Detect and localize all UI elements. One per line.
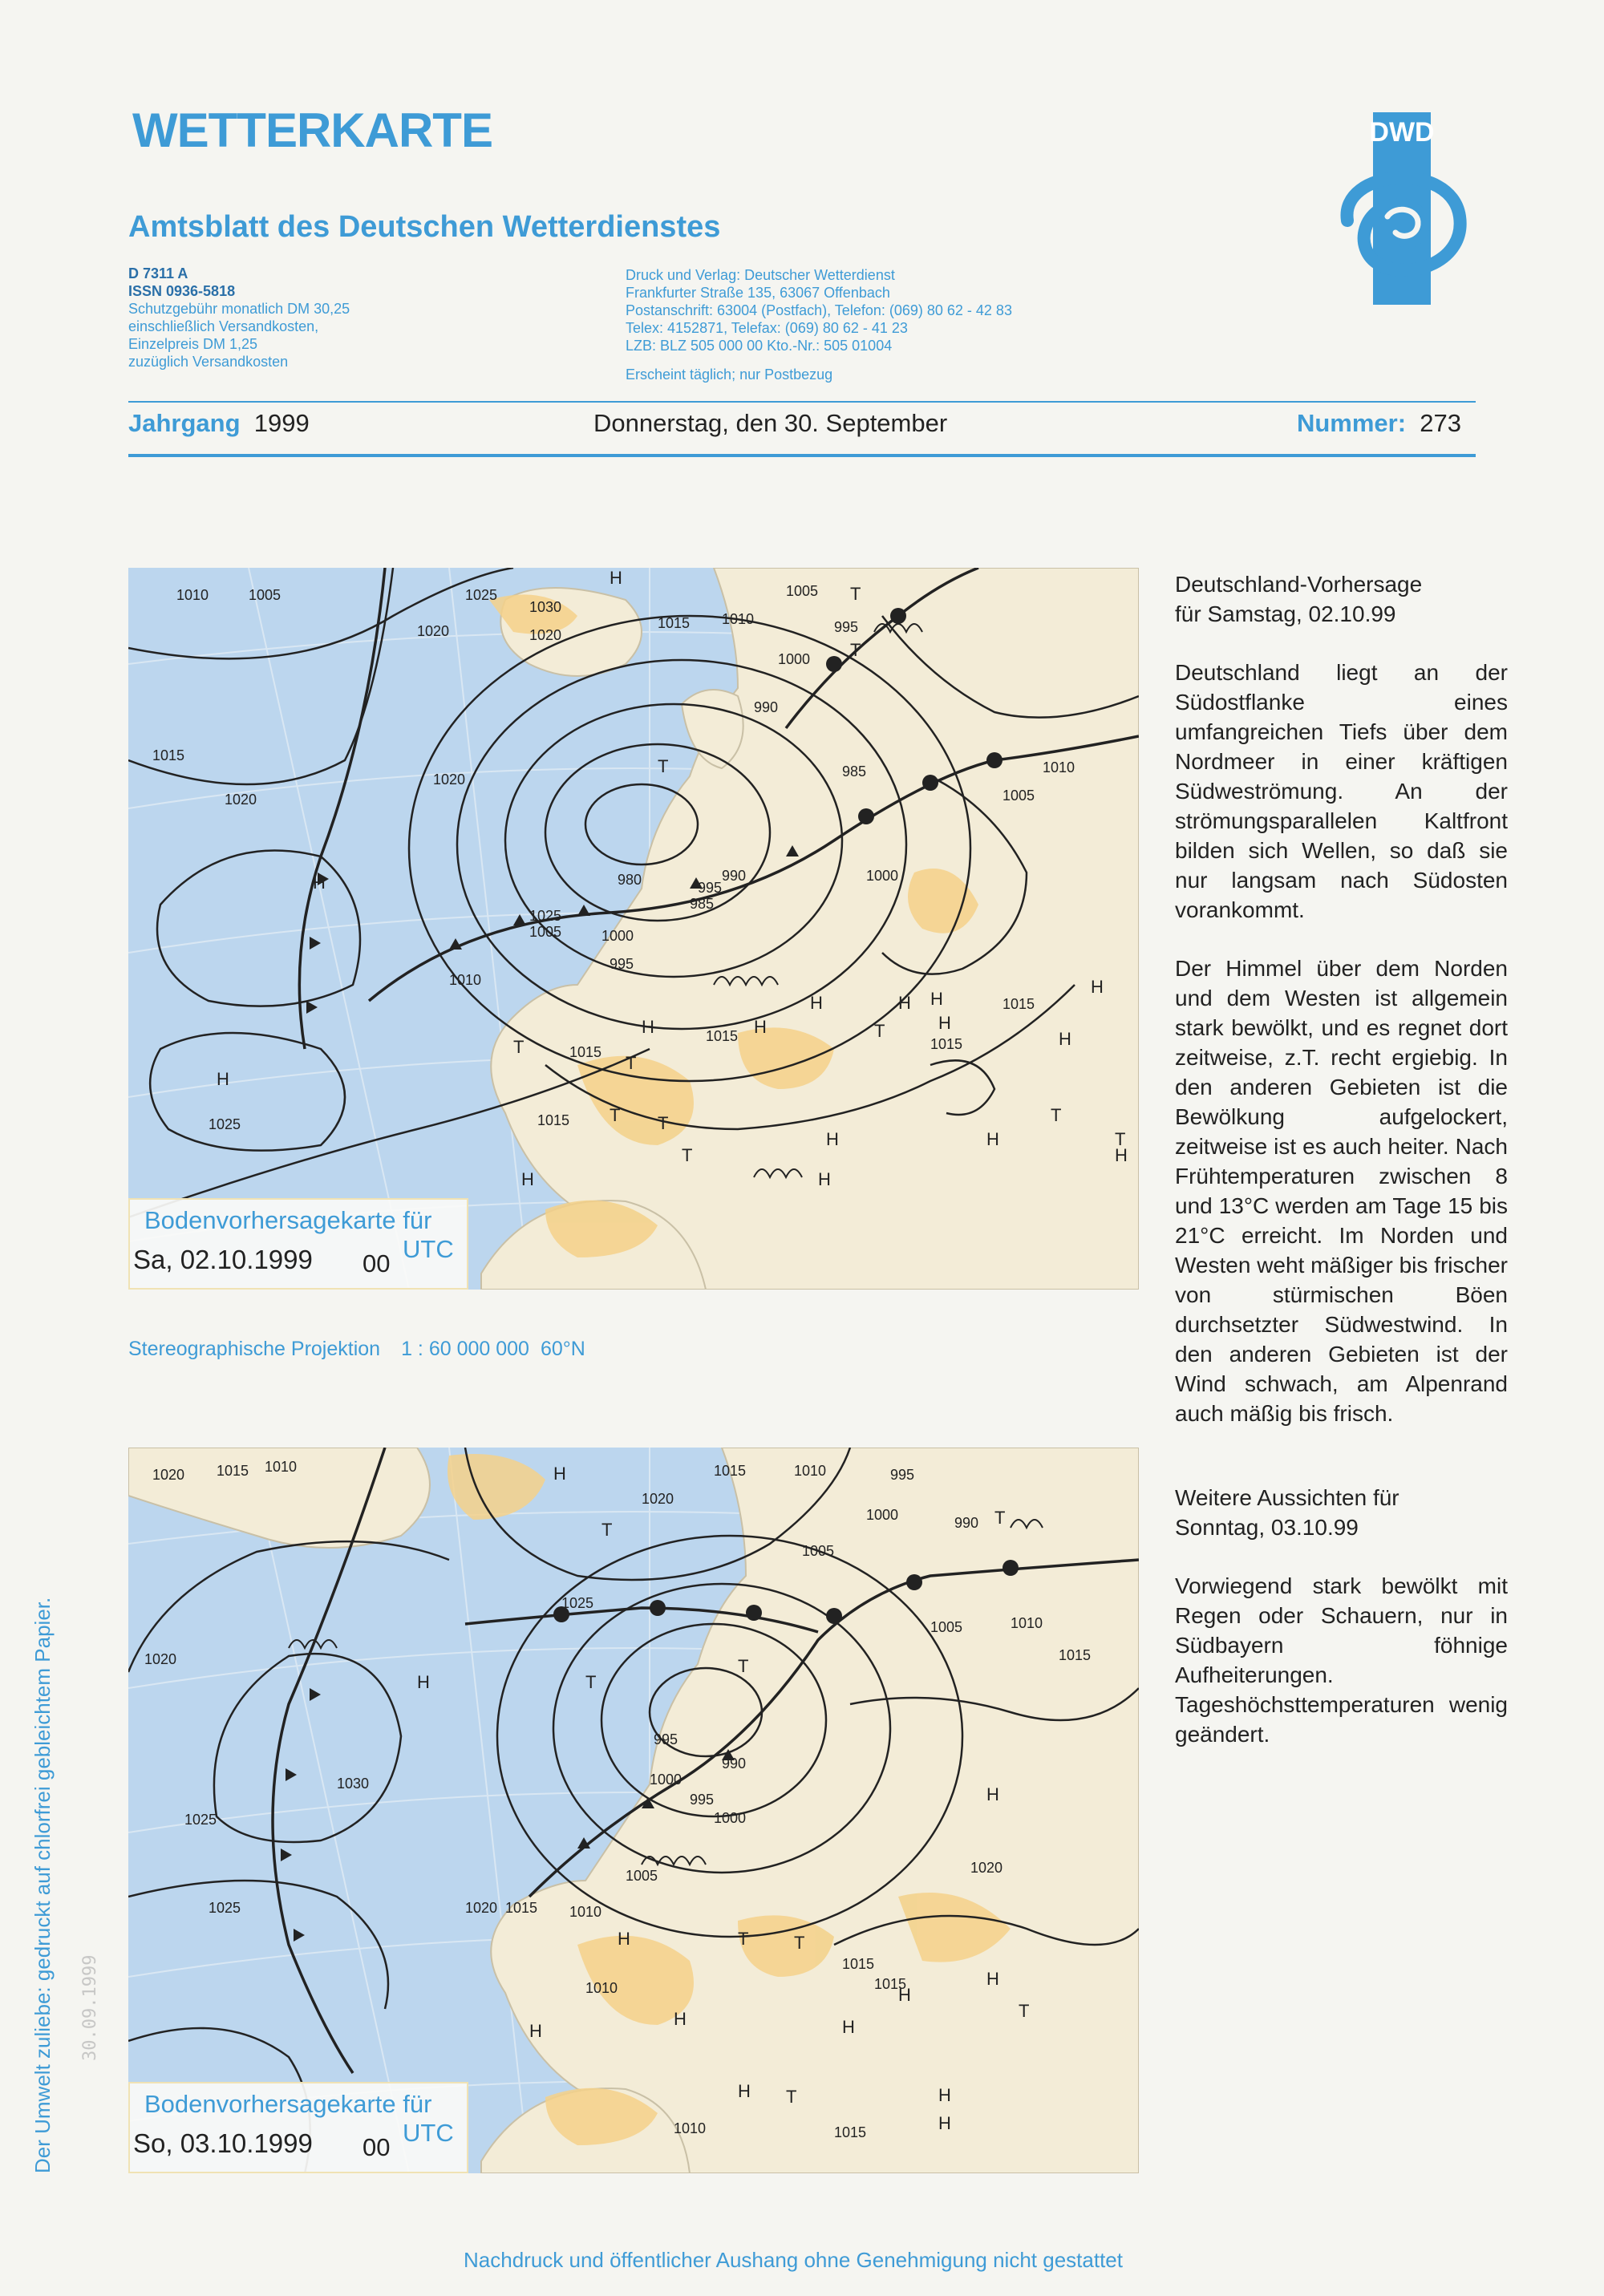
projection-latitude: 60°N [540,1338,585,1360]
high-pressure-label: H [986,1784,999,1804]
map-caption-utc: UTC [403,2119,454,2147]
forecast-paragraph: Der Himmel über dem Norden und dem Westen ist allgemein stark bewölkt, und es regnet dort zeitweise, z.T. recht ergiebig. In den anderen Gebieten ist die Bewölkung aufgelockert, zeitweise ist es auch heiter. Nach Frühtemperaturen zwischen 8 und 13°C werden am Tage 15 bis 21°C erreicht. Im Norden und Westen weht mäßiger bis frischer von stürmischen Böen durchsetzter Südwestwind. In den anderen Gebieten ist der Wind schwach, am Alpenrand auch mäßig bis frisch. [1175,956,1508,1426]
low-pressure-label: T [585,1672,597,1692]
isobar-label: 1030 [529,599,562,615]
high-pressure-label: H [738,2081,751,2101]
isobar-label: 995 [890,1467,915,1483]
issn: ISSN 0936-5818 [128,283,236,299]
year-label: Jahrgang [128,409,241,437]
isobar-label: 1020 [642,1491,674,1507]
fee-line: Schutzgebühr monatlich DM 30,25 [128,301,350,317]
isobar-label: 1020 [529,627,562,643]
isobar-label: 1005 [930,1619,963,1635]
high-pressure-label: H [642,1017,654,1037]
subtitle: Amtsblatt des Deutschen Wetterdienstes [128,210,721,244]
isobar-label: 985 [842,763,867,780]
high-pressure-label: H [938,2085,951,2105]
high-pressure-label: H [529,2021,542,2041]
forecast-paragraph: Deutschland liegt an der Südostflanke eines umfangreichen Tiefs über dem Nordmeer in einer kräftigen Südweströmung. An der strömungsparallelen Kaltfront bilden sich Wellen, so daß sie nur langsam nach Südosten vorankommt. [1175,660,1508,922]
isobar-label: 1015 [1059,1647,1092,1663]
isobar-label: 990 [722,868,747,884]
isobar-label: 990 [954,1515,979,1531]
isobar-label: 1000 [650,1772,683,1788]
low-pressure-label: T [850,640,861,660]
low-pressure-label: T [794,1933,805,1953]
publisher-line: Druck und Verlag: Deutscher Wetterdienst [626,267,895,283]
publisher-line: Frankfurter Straße 135, 63067 Offenbach [626,285,890,301]
number-label: Nummer: [1296,409,1407,437]
high-pressure-label: H [674,2009,687,2029]
isobar-label: 1010 [722,611,755,627]
high-pressure-label: H [1115,1145,1128,1165]
high-pressure-label: H [986,1969,999,1989]
fee-line: Einzelpreis DM 1,25 [128,336,258,352]
isobar-label: 1000 [714,1810,747,1826]
isobar-label: 1005 [626,1868,658,1884]
divider [128,454,1476,457]
isobar-label: 1005 [529,924,562,940]
low-pressure-label: T [513,1037,525,1057]
map-caption-title: Bodenvorhersagekarte für [144,2090,432,2118]
isobar-label: 1030 [337,1776,370,1792]
isobar-label: 980 [618,872,642,888]
issue-bar [128,409,1476,447]
isobar-label: 1015 [569,1044,602,1060]
high-pressure-label: H [553,1464,566,1484]
map-caption-hour: 00 [363,1249,391,1278]
high-pressure-label: H [986,1129,999,1149]
isobar-label: 1010 [1043,759,1075,775]
low-pressure-label: T [626,1053,637,1073]
publisher-line: LZB: BLZ 505 000 00 Kto.-Nr.: 505 01004 [626,338,893,354]
isobar-label: 1015 [842,1956,875,1972]
high-pressure-label: H [818,1169,831,1189]
isobar-label: 1010 [585,1980,618,1996]
isobar-label: 995 [690,1792,715,1808]
map-caption-hour: 00 [363,2133,391,2161]
high-pressure-label: H [754,1017,767,1037]
isobar-label: 1020 [225,792,257,808]
isobar-label: 1020 [144,1651,177,1667]
postal-code: D 7311 A [128,265,188,281]
low-pressure-label: T [610,1105,621,1125]
isobar-label: 1015 [505,1900,538,1916]
divider [128,401,1476,403]
map-graphic [128,1448,1139,2173]
isobar-label: 1010 [794,1463,827,1479]
isobar-label: 1025 [561,1595,594,1611]
low-pressure-label: T [1115,1129,1126,1149]
year: 1999 [253,409,310,437]
outlook-paragraph: Vorwiegend stark bewölkt mit Regen oder Schauern, nur in Südbayern föhnige Aufheiterungen. Tageshöchsttemperaturen wenig geändert. [1175,1573,1508,1747]
isobar-label: 1010 [449,972,482,988]
low-pressure-label: T [786,2087,797,2107]
isobar-label: 1010 [674,2120,707,2136]
low-pressure-label: T [738,1929,749,1949]
page-title: WETTERKARTE [132,103,492,157]
schedule: Erscheint täglich; nur Postbezug [626,366,833,383]
isobar-label: 1015 [930,1036,963,1052]
high-pressure-label: H [313,873,326,893]
dwd-logo [1315,112,1476,313]
high-pressure-label: H [610,568,622,588]
isobar-label: 1020 [970,1860,1003,1876]
outlook-heading: Sonntag, 03.10.99 [1175,1515,1359,1540]
high-pressure-label: H [217,1069,229,1089]
high-pressure-label: H [1091,977,1104,997]
high-pressure-label: H [930,989,943,1009]
high-pressure-label: H [938,1013,951,1033]
isobar-label: 1015 [706,1028,739,1044]
isobar-label: 1000 [866,1507,899,1523]
forecast-map-saturday [128,568,1139,1290]
isobar-label: 1020 [465,1900,498,1916]
publisher-info [626,266,1203,383]
high-pressure-label: H [417,1672,430,1692]
isobar-label: 1005 [802,1543,835,1559]
issue-date: Donnerstag, den 30. September [593,409,948,437]
high-pressure-label: H [826,1129,839,1149]
low-pressure-label: T [658,1113,669,1133]
isobar-label: 990 [754,699,779,715]
isobar-label: 1015 [874,1976,907,1992]
footer-note: Nachdruck und öffentlicher Aushang ohne Genehmigung nicht gestattet [464,2248,1123,2272]
low-pressure-label: T [994,1508,1006,1528]
map-caption-date: So, 03.10.1999 [133,2128,313,2158]
isobar-label: 1015 [658,615,691,631]
low-pressure-label: T [874,1021,885,1041]
isobar-label: 990 [722,1755,747,1772]
isobar-label: 1015 [1003,996,1035,1012]
isobar-label: 1000 [778,651,811,667]
isobar-label: 995 [834,619,859,635]
publisher-line: Postanschrift: 63004 (Postfach), Telefon: (069) 80 62 - 42 83 [626,302,1012,318]
isobar-label: 995 [698,880,723,896]
outlook-heading: Weitere Aussichten für [1175,1485,1399,1510]
projection-text: Stereographische Projektion [128,1338,381,1360]
isobar-label: 1025 [209,1900,241,1916]
high-pressure-label: H [1059,1029,1071,1049]
isobar-label: 1020 [152,1467,185,1483]
isobar-label: 1015 [217,1463,249,1479]
isobar-label: 1010 [176,587,209,603]
forecast-map-sunday [128,1448,1139,2173]
isobar-label: 1010 [265,1459,298,1475]
fee-line: einschließlich Versandkosten, [128,318,319,334]
high-pressure-label: H [898,1985,911,2005]
isobar-label: 995 [610,956,634,972]
isobar-label: 1015 [834,2124,867,2140]
isobar-label: 1025 [184,1812,217,1828]
isobar-label: 1000 [866,868,899,884]
isobar-label: 1020 [433,771,466,788]
isobar-label: 1025 [209,1116,241,1132]
high-pressure-label: H [521,1169,534,1189]
forecast-text [1175,569,1508,1749]
archive-stamp: 30.09.1999 [80,1954,100,2061]
low-pressure-label: T [1051,1105,1062,1125]
high-pressure-label: H [842,2017,855,2037]
isobar-label: 1015 [714,1463,747,1479]
high-pressure-label: H [618,1929,630,1949]
isobar-label: 1020 [417,623,450,639]
isobar-label: 1005 [249,587,282,603]
forecast-heading: Deutschland-Vorhersage [1175,572,1423,597]
isobar-label: 1015 [537,1112,570,1128]
map-caption-date: Sa, 02.10.1999 [133,1245,313,1274]
high-pressure-label: H [938,2113,951,2133]
logo-text: DWD [1369,117,1435,148]
isobar-label: 1015 [152,747,185,763]
projection-note [128,1338,585,1361]
projection-scale: 1 : 60 000 000 [401,1338,529,1360]
low-pressure-label: T [602,1520,613,1540]
isobar-label: 1000 [602,928,634,944]
map-caption-utc: UTC [403,1235,454,1263]
fee-line: zuzüglich Versandkosten [128,354,289,370]
isobar-label: 1025 [529,908,562,924]
publisher-line: Telex: 4152871, Telefax: (069) 80 62 - 41 23 [626,320,908,336]
map-caption [128,2082,468,2173]
issue-number: 273 [1420,409,1461,437]
map-caption-title: Bodenvorhersagekarte für [144,1206,432,1234]
high-pressure-label: H [810,993,823,1013]
high-pressure-label: H [898,993,911,1013]
map-caption [128,1198,468,1290]
map-graphic [128,568,1139,1290]
low-pressure-label: T [658,756,669,776]
isobar-label: 1005 [786,583,819,599]
isobar-label: 1010 [1011,1615,1043,1631]
isobar-label: 995 [654,1731,678,1747]
publication-info [128,265,577,371]
low-pressure-label: T [1019,2001,1030,2021]
environment-note: Der Umwelt zuliebe: gedruckt auf chlorfrei gebleichtem Papier. [30,1597,55,2173]
isobar-label: 1005 [1003,788,1035,804]
isobar-label: 985 [690,896,715,912]
low-pressure-label: T [738,1656,749,1676]
low-pressure-label: T [682,1145,693,1165]
low-pressure-label: T [850,584,861,604]
forecast-heading: für Samstag, 02.10.99 [1175,601,1396,626]
isobar-label: 1025 [465,587,498,603]
isobar-label: 1010 [569,1904,602,1920]
